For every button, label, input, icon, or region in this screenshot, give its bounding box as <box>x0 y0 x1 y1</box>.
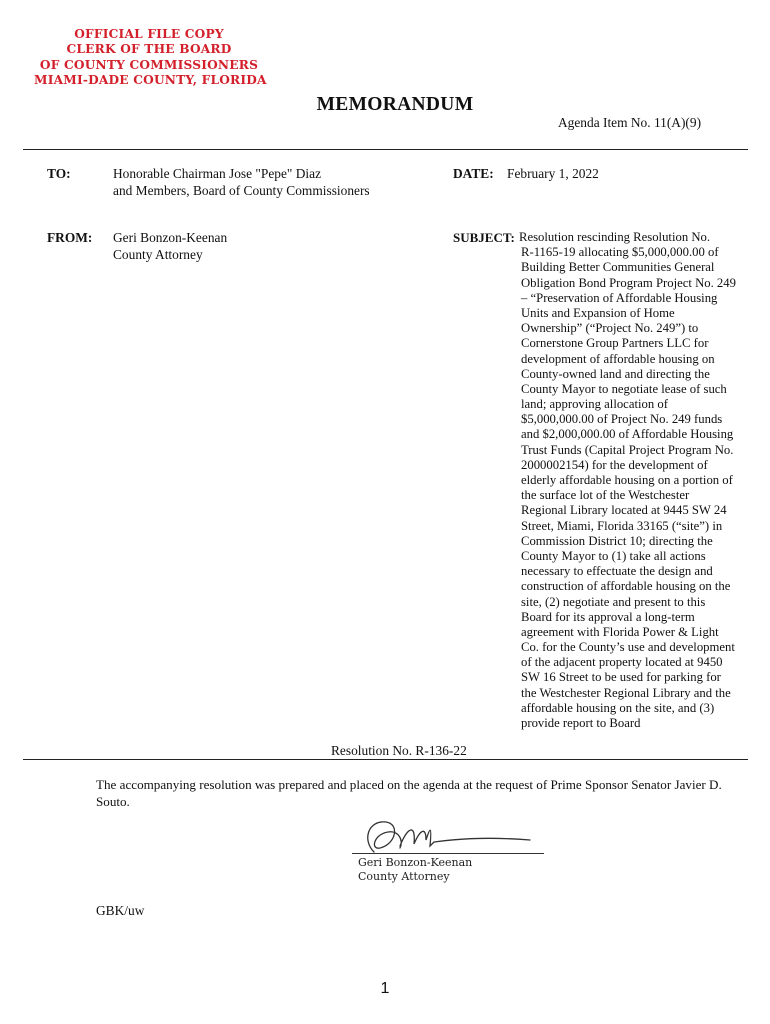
subject-line: County Mayor to (1) take all actions <box>521 548 706 563</box>
resolution-divider <box>23 759 748 760</box>
stamp-line: OFFICIAL FILE COPY <box>74 27 224 41</box>
memo-title: MEMORANDUM <box>316 94 474 115</box>
resolution-number: Resolution No. R-136-22 <box>331 743 467 758</box>
stamp-line: CLERK OF THE BOARD <box>66 42 232 57</box>
subject-line: of the adjacent property located at 9450 <box>521 655 723 670</box>
signature-name: Geri Bonzon-Keenan <box>358 856 473 869</box>
from-sender <box>113 230 227 263</box>
to-label: TO: <box>47 166 71 181</box>
stamp-line: MIAMI-DADE COUNTY, FLORIDA <box>34 72 267 87</box>
subject-line: elderly affordable housing on a portion of <box>521 473 733 487</box>
subject-line: County-owned land and directing the <box>521 366 710 381</box>
subject-line: site, (2) negotiate and present to this <box>521 594 706 609</box>
agenda-item: Agenda Item No. 11(A)(9) <box>558 115 702 130</box>
subject-line: and $2,000,000.00 of Affordable Housing <box>521 427 734 442</box>
signature-title: County Attorney <box>358 869 450 883</box>
subject-line: affordable housing on the site, and (3) <box>521 700 715 715</box>
subject-line: Ownership” (“Project No. 249”) to <box>521 321 699 336</box>
subject-line: County Mayor to negotiate lease of such <box>521 381 727 396</box>
date-value: February 1, 2022 <box>507 166 599 181</box>
subject-line: Street, Miami, Florida 33165 (“site”) in <box>521 518 723 533</box>
subject-text <box>521 230 753 731</box>
subject-line: necessary to effectuate the design and <box>521 564 713 579</box>
signature-line <box>352 853 544 854</box>
subject-line: Units and Expansion of Home <box>521 305 675 320</box>
official-file-copy-stamp <box>34 27 267 88</box>
subject-line: R-1165-19 allocating $5,000,000.00 of <box>521 245 719 260</box>
subject-line: Cornerstone Group Partners LLC for <box>521 336 709 351</box>
subject-line: Co. for the County’s use and development <box>521 640 735 655</box>
subject-line: Obligation Bond Program Project No. 249 <box>521 275 736 290</box>
from-label: FROM: <box>47 230 93 245</box>
subject-line: Building Better Communities General <box>521 260 715 275</box>
body-note: The accompanying resolution was prepared and placed on the agenda at the request of Prime Sponsor Senator Javier D. Souto. <box>96 777 722 809</box>
signature-block <box>358 856 472 883</box>
to-line: Honorable Chairman Jose "Pepe" Diaz <box>113 166 322 181</box>
subject-line: agreement with Florida Power & Light <box>521 624 719 639</box>
from-line: Geri Bonzon-Keenan <box>113 230 228 245</box>
subject-line: the Westchester Regional Library and the <box>521 685 731 700</box>
subject-line: SW 16 Street to be used for parking for <box>521 670 721 685</box>
page-number: 1 <box>380 980 390 997</box>
to-recipient <box>113 166 370 199</box>
header-divider <box>23 149 748 150</box>
subject-line: the surface lot of the Westchester <box>521 488 690 503</box>
date-label: DATE: <box>453 166 494 181</box>
subject-line: provide report to Board <box>521 716 641 730</box>
from-line: County Attorney <box>113 246 203 262</box>
subject-label: SUBJECT: <box>453 230 515 245</box>
subject-line: Commission District 10; directing the <box>521 533 713 548</box>
subject-line: construction of affordable housing on the <box>521 579 731 594</box>
subject-line: $5,000,000.00 of Project No. 249 funds <box>521 412 723 427</box>
subject-line: Regional Library located at 9445 SW 24 <box>521 503 727 518</box>
subject-line: Resolution rescinding Resolution No. <box>519 230 711 244</box>
subject-line: land; approving allocation of <box>521 397 668 412</box>
signature-scribble <box>360 816 550 858</box>
subject-line: development of affordable housing on <box>521 351 715 366</box>
subject-lines <box>521 245 753 731</box>
to-line: and Members, Board of County Commissioners <box>113 182 370 198</box>
subject-line: Board for its approval a long-term <box>521 609 695 624</box>
subject-line: 2000002154) for the development of <box>521 457 708 472</box>
stamp-line: OF COUNTY COMMISSIONERS <box>39 57 259 72</box>
typist-initials: GBK/uw <box>96 903 145 918</box>
subject-line: Trust Funds (Capital Project Program No. <box>521 442 734 457</box>
subject-line: – “Preservation of Affordable Housing <box>521 290 718 305</box>
